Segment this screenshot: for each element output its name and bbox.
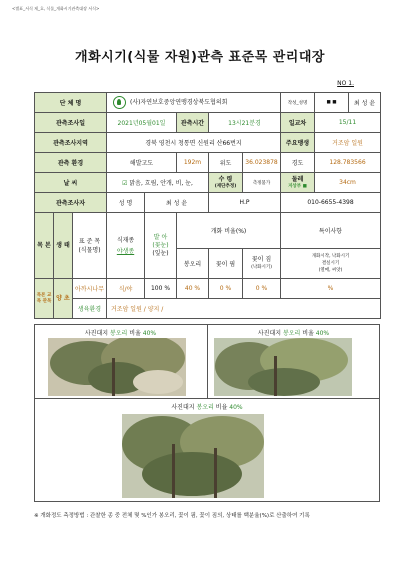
growth-env-label: 생육환경 bbox=[73, 299, 107, 319]
woody-header: 목 본 bbox=[35, 213, 54, 279]
org-cell bbox=[107, 93, 281, 113]
writer-label: 작성_성명 bbox=[281, 93, 315, 113]
tree-age-cell bbox=[209, 173, 243, 193]
caption-prefix: 사진대지 bbox=[257, 330, 282, 337]
ratio-header: 개화 비율(%) bbox=[177, 213, 281, 249]
habitat-label: 주요맹생 bbox=[281, 133, 315, 153]
environment-label: 관측 환경 bbox=[35, 153, 107, 173]
tree-photo-3 bbox=[122, 414, 264, 498]
plant-name: 아까시나무 bbox=[73, 279, 107, 299]
caption-pct: 40% bbox=[315, 330, 330, 337]
caption-mid: 비율 bbox=[302, 330, 314, 337]
weather-cell bbox=[107, 173, 209, 193]
fall-ratio-value: 0 % bbox=[243, 279, 281, 299]
ecology-value: 양 초 bbox=[54, 279, 73, 319]
weather-check-icon: ☑ bbox=[122, 180, 128, 187]
location-value: 경북 영천시 청통면 신원리 산66번지 bbox=[107, 133, 281, 153]
girth-label: 둘레 bbox=[291, 175, 304, 183]
phone-value: 010-6655-4398 bbox=[281, 193, 381, 213]
photo-caption-1 bbox=[34, 328, 207, 337]
caption-mid: 비율 bbox=[129, 330, 141, 337]
special-sub-header bbox=[281, 249, 381, 279]
tree-photo-2 bbox=[214, 338, 352, 396]
altitude-value: 192m bbox=[177, 153, 209, 173]
habitat-value: 거조암 일원 bbox=[315, 133, 381, 153]
special-header: 특이사항 bbox=[281, 213, 381, 249]
planting-type-header bbox=[107, 213, 145, 279]
planted-label: 식재종 bbox=[116, 236, 135, 244]
photo-divider-h bbox=[34, 398, 380, 399]
bud-header: 봉오리 bbox=[177, 249, 209, 279]
fall-header bbox=[243, 249, 281, 279]
sprout-header bbox=[145, 213, 177, 279]
page-title: 개화시기(식물 자원)관측 표준목 관리대장 bbox=[75, 50, 325, 65]
special-sub-3: (열매, 씨앗) bbox=[318, 268, 343, 273]
caption-mid: 비율 bbox=[215, 404, 228, 411]
tree-photo-1 bbox=[48, 338, 186, 396]
longitude-label: 경도 bbox=[281, 153, 315, 173]
date-label: 관측조사일 bbox=[35, 113, 107, 133]
caption-prefix: 사진대지 bbox=[84, 330, 109, 337]
longitude-value: 128.783566 bbox=[315, 153, 381, 173]
growth-env-value: 거조암 일원 / 양지 / bbox=[107, 299, 381, 319]
document-number: NO 1. bbox=[337, 80, 354, 87]
phone-label: H.P bbox=[209, 193, 281, 213]
time-label: 관측시간 bbox=[177, 113, 209, 133]
standard-tree-header bbox=[73, 213, 107, 279]
latitude-value: 36.023878 bbox=[243, 153, 281, 173]
observer-label: 관측조사자 bbox=[35, 193, 107, 213]
org-name: (사)자연보호중앙연맹경상북도협의회 bbox=[130, 99, 228, 106]
caption-word: 봉오리 bbox=[282, 330, 301, 337]
photo-caption-3 bbox=[34, 402, 380, 411]
temp-diff-label: 일교차 bbox=[281, 113, 315, 133]
special-sub-1: 개화시작, 낙화시기 bbox=[311, 254, 350, 259]
location-label: 관측조사지역 bbox=[35, 133, 107, 153]
caption-pct: 40% bbox=[229, 404, 243, 411]
planting-type-value: 식/야 bbox=[107, 279, 145, 299]
photo-caption-2 bbox=[207, 328, 380, 337]
sprout-title: 발 아 bbox=[153, 233, 168, 241]
ecology-header: 생 태 bbox=[54, 213, 73, 279]
bloom-header: 꽃이 핌 bbox=[209, 249, 243, 279]
time-value: 13시21분경 bbox=[209, 113, 281, 133]
org-label: 단 체 명 bbox=[35, 93, 107, 113]
girth-sub: 지상부 ■ bbox=[288, 183, 307, 189]
caption-word: 봉오리 bbox=[196, 404, 214, 411]
tree-age-sub: (재단추정) bbox=[214, 183, 237, 189]
temp-diff-value: 15/11 bbox=[315, 113, 381, 133]
standard-tree-sub: (식물명) bbox=[78, 246, 101, 254]
fall-title: 꽃이 짐 bbox=[251, 255, 272, 263]
weather-value: 맑음, 흐림, 안개, 비, 눈, bbox=[129, 180, 193, 187]
special-sub-2: 결실시기 bbox=[321, 261, 340, 266]
tree-age-label: 수 령 bbox=[218, 175, 233, 183]
nature-conservation-logo-icon bbox=[113, 96, 126, 109]
standard-tree-title: 표 준 목 bbox=[78, 237, 101, 245]
fall-sub: (낙화시기) bbox=[251, 264, 272, 270]
flower-bud-label: (꽃눈) bbox=[152, 241, 169, 249]
observation-table bbox=[34, 92, 381, 319]
wild-label: 야생종 bbox=[116, 247, 135, 255]
caption-word: 봉오리 bbox=[109, 330, 128, 337]
leaf-bud-label: (잎눈) bbox=[152, 249, 169, 257]
writer-label-2: ■ ■ bbox=[315, 93, 349, 113]
observer-name-label: 성 명 bbox=[107, 193, 145, 213]
latitude-label: 위도 bbox=[209, 153, 243, 173]
weather-label: 날 씨 bbox=[35, 173, 107, 193]
altitude-label: 해발고도 bbox=[107, 153, 177, 173]
bud-ratio-value: 40 % bbox=[177, 279, 209, 299]
footnote: ※ 개화정도 측정방법 : 관찰한 종 중 전체 몇 %인가 봉오리, 꽃이 핌, 꽃이 짐의, 상태를 백분율(%)로 산출하여 기록 bbox=[34, 513, 310, 519]
girth-cell bbox=[281, 173, 315, 193]
special-value: % bbox=[281, 279, 381, 299]
header-note: <별표_서식 제_호, 식물_개화시기관측대장 서식> bbox=[12, 6, 100, 11]
girth-value: 34cm bbox=[315, 173, 381, 193]
date-value: 2021년05월01일 bbox=[107, 113, 177, 133]
tree-age-value: 측정불가 bbox=[243, 173, 281, 193]
woody-value: 목본 교목 관목 bbox=[35, 279, 54, 319]
bloom-ratio-value: 0 % bbox=[209, 279, 243, 299]
writer-name: 최 성 윤 bbox=[349, 93, 381, 113]
caption-pct: 40% bbox=[142, 330, 157, 337]
caption-prefix: 사진대지 bbox=[171, 404, 195, 411]
observer-name: 최 성 윤 bbox=[145, 193, 209, 213]
sprout-value: 100 % bbox=[145, 279, 177, 299]
